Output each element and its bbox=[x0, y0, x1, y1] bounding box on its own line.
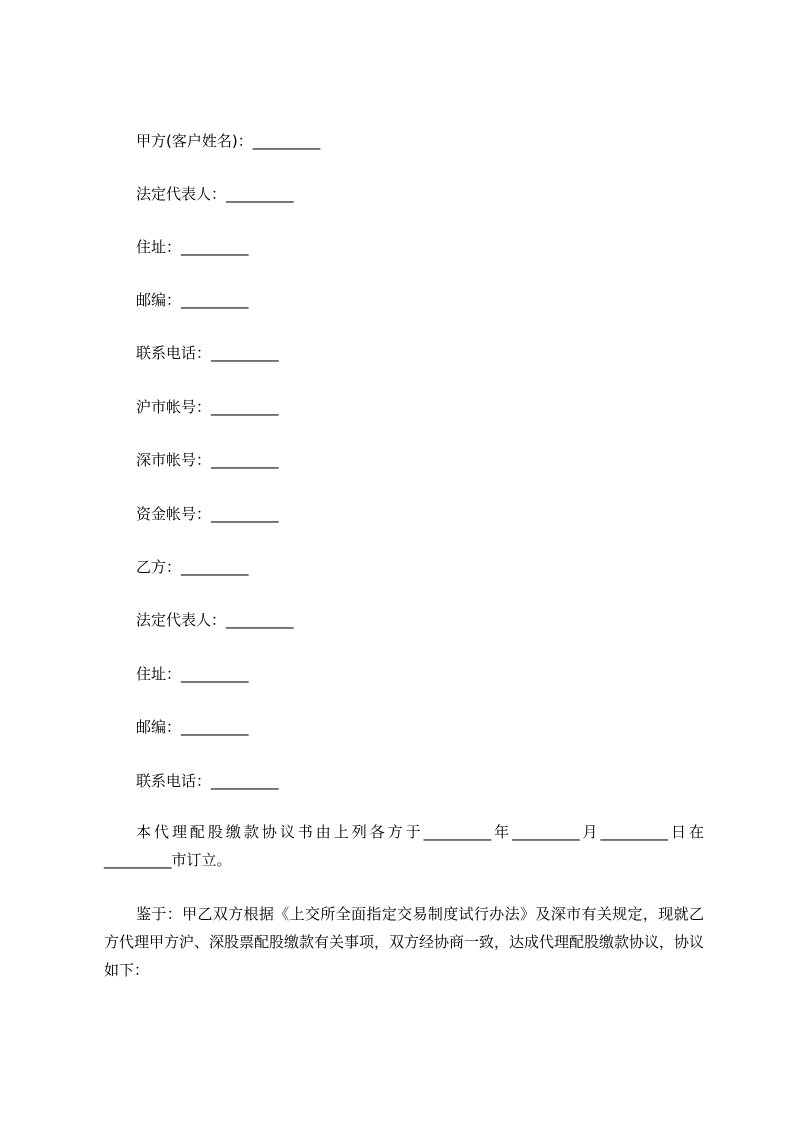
party-a-postcode-field: 邮编：_________ bbox=[136, 291, 249, 309]
whereas-paragraph: 鉴于：甲乙双方根据《上交所全面指定交易制度试行办法》及深市有关规定，现就乙方代理甲方沪、深股票配股缴款有关事项，双方经协商一致，达成代理配股缴款协议，协议如下： bbox=[104, 905, 705, 979]
party-a-address-field: 住址：_________ bbox=[136, 238, 249, 256]
shenzhen-account-field: 深市帐号：_________ bbox=[136, 451, 279, 469]
party-a-legal-rep-field: 法定代表人：_________ bbox=[136, 185, 294, 203]
party-a-name-field: 甲方(客户姓名)：_________ bbox=[136, 132, 321, 150]
party-a-phone-field: 联系电话：_________ bbox=[136, 344, 279, 362]
fund-account-field: 资金帐号：_________ bbox=[136, 505, 279, 523]
party-b-legal-rep-field: 法定代表人：_________ bbox=[136, 611, 294, 629]
party-b-postcode-field: 邮编：_________ bbox=[136, 718, 249, 736]
party-b-phone-field: 联系电话：_________ bbox=[136, 772, 279, 790]
party-b-name-field: 乙方：_________ bbox=[136, 558, 249, 576]
party-b-address-field: 住址：_________ bbox=[136, 665, 249, 683]
agreement-date-paragraph: 本代理配股缴款协议书由上列各方于_________年_________月_________日在_________市订立。 bbox=[104, 823, 704, 869]
shanghai-account-field: 沪市帐号：_________ bbox=[136, 398, 279, 416]
